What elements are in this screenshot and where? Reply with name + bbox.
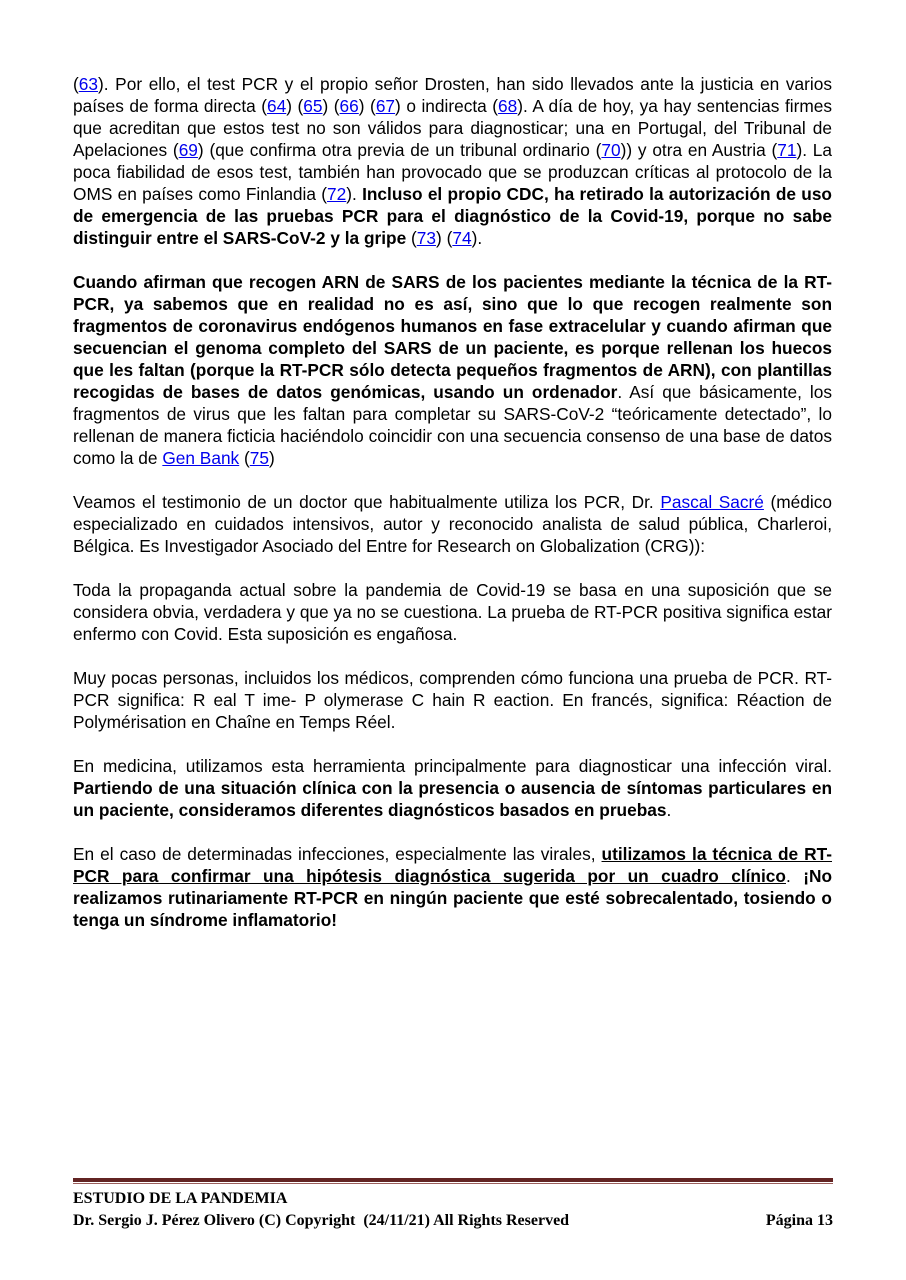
text-run: Veamos el testimonio de un doctor que habitualmente utiliza los PCR, Dr. [73, 492, 661, 512]
text-run: )) y otra en Austria ( [620, 140, 778, 160]
reference-link[interactable]: 67 [375, 96, 396, 116]
reference-link[interactable]: 71 [777, 140, 797, 160]
paragraph [73, 843, 832, 931]
reference-link[interactable]: 70 [601, 140, 621, 160]
reference-link[interactable]: 72 [327, 184, 347, 204]
paragraph [73, 579, 832, 645]
text-run: Muy pocas personas, incluidos los médicos, comprenden cómo funciona una prueba de PCR. RT-PCR significa: R eal T ime- P olymerase C hain R eaction. En francés, significa: Réaction de Polymérisation en Chaîne en Temps Réel. [73, 668, 832, 732]
footer-rule [73, 1178, 833, 1182]
reference-link[interactable]: 64 [267, 96, 287, 116]
footer-title: ESTUDIO DE LA PANDEMIA [73, 1190, 288, 1207]
bold-text: Partiendo de una situación clínica con la presencia o ausencia de síntomas particulares en un paciente, consideramos diferentes diagnósticos basados en pruebas [73, 778, 832, 820]
footer-rule-thin [73, 1183, 833, 1184]
reference-link[interactable]: 75 [249, 448, 269, 468]
text-run: ( [239, 448, 250, 468]
text-run: . [785, 866, 804, 886]
text-run: ( [406, 228, 417, 248]
text-run: ) [269, 448, 275, 468]
reference-link[interactable]: 73 [416, 228, 437, 248]
text-run: ) ( [322, 96, 340, 116]
text-run: . Así que básicamente, los fragmentos de virus que les faltan para completar su SARS-CoV-2 “teóricamente detectado”, lo rellenan de manera ficticia haciéndolo coincidir con una secuencia consenso de una base de datos como la de [73, 382, 832, 468]
bold-text: Incluso el propio CDC, ha retirado la autorización de uso de emergencia de las pruebas PCR para el diagnóstico de la Covid-19, porque no sabe distinguir entre el SARS-CoV-2 y la gripe [73, 184, 832, 248]
bold-text: Cuando afirman que recogen ARN de SARS de los pacientes mediante la técnica de la RT-PCR, ya sabemos que en realidad no es así, sino que lo que recogen realmente son fragmentos de coronavirus endógenos humanos en fase extracelular y cuando afirman que secuencian el genoma completo del SARS de un paciente, es porque rellenan los huecos que les faltan (porque la RT-PCR sólo detecta pequeños fragmentos de ARN), con plantillas recogidas de bases de datos genómicas, usando un ordenador [73, 272, 832, 402]
text-run: ) o indirecta ( [395, 96, 499, 116]
bold-text: utilizamos la técnica de RT-PCR para confirmar una hipótesis diagnóstica sugerida por un cuadro clínico [73, 844, 832, 886]
text-run: En medicina, utilizamos esta herramienta principalmente para diagnosticar una infección viral. [73, 756, 832, 776]
text-run: . [666, 800, 672, 820]
text-run: ). Por ello, el test PCR y el propio señor Drosten, han sido llevados ante la justicia en varios países de forma directa ( [73, 74, 832, 116]
bold-text: ¡No realizamos rutinariamente RT-PCR en ningún paciente que esté sobrecalentado, tosiendo o tenga un síndrome inflamatorio! [73, 866, 832, 930]
reference-link[interactable]: 65 [303, 96, 323, 116]
reference-link[interactable]: Pascal Sacré [660, 492, 764, 512]
text-run: Toda la propaganda actual sobre la pandemia de Covid-19 se basa en una suposición que se considera obvia, verdadera y que ya no se cuestiona. La prueba de RT-PCR positiva significa estar enfermo con Covid. Esta suposición es engañosa. [73, 580, 832, 644]
paragraph [73, 755, 832, 821]
paragraph [73, 667, 832, 733]
footer-author: Dr. Sergio J. Pérez Olivero (C) Copyright (24/11/21) All Rights Reserved [73, 1212, 570, 1229]
text-run: ). A día de hoy, ya hay sentencias firmes que acreditan que estos test no son válidos para diagnosticar; una en Portugal, del Tribunal de Apelaciones ( [73, 96, 832, 160]
paragraph [73, 491, 832, 557]
reference-link[interactable]: 66 [339, 96, 359, 116]
text-run: ) ( [436, 228, 453, 248]
paragraph [73, 271, 832, 469]
text-run: ). [346, 184, 363, 204]
text-run: ) ( [286, 96, 304, 116]
text-run: ). [471, 228, 483, 248]
footer-line [73, 1212, 833, 1230]
reference-link[interactable]: 68 [498, 96, 518, 116]
reference-link[interactable]: 69 [178, 140, 198, 160]
text-run: (médico especializado en cuidados intensivos, autor y reconocido analista de salud pública, Charleroi, Bélgica. Es Investigador Asociado del Entre for Research on Globalization (CRG)): [73, 492, 832, 556]
document-body [73, 73, 832, 953]
text-run: ) ( [358, 96, 376, 116]
text-run: ). La poca fiabilidad de esos test, también han provocado que se produzcan críticas al protocolo de la OMS en países como Finlandia ( [73, 140, 832, 204]
reference-link[interactable]: 74 [452, 228, 472, 248]
reference-link[interactable]: 63 [78, 74, 98, 94]
text-run: ) (que confirma otra previa de un tribunal ordinario ( [197, 140, 602, 160]
reference-link[interactable]: Gen Bank [162, 448, 240, 468]
text-run: ( [73, 74, 79, 94]
paragraph [73, 73, 832, 249]
text-run: En el caso de determinadas infecciones, especialmente las virales, [73, 844, 602, 864]
page-number: Página 13 [765, 1212, 833, 1229]
